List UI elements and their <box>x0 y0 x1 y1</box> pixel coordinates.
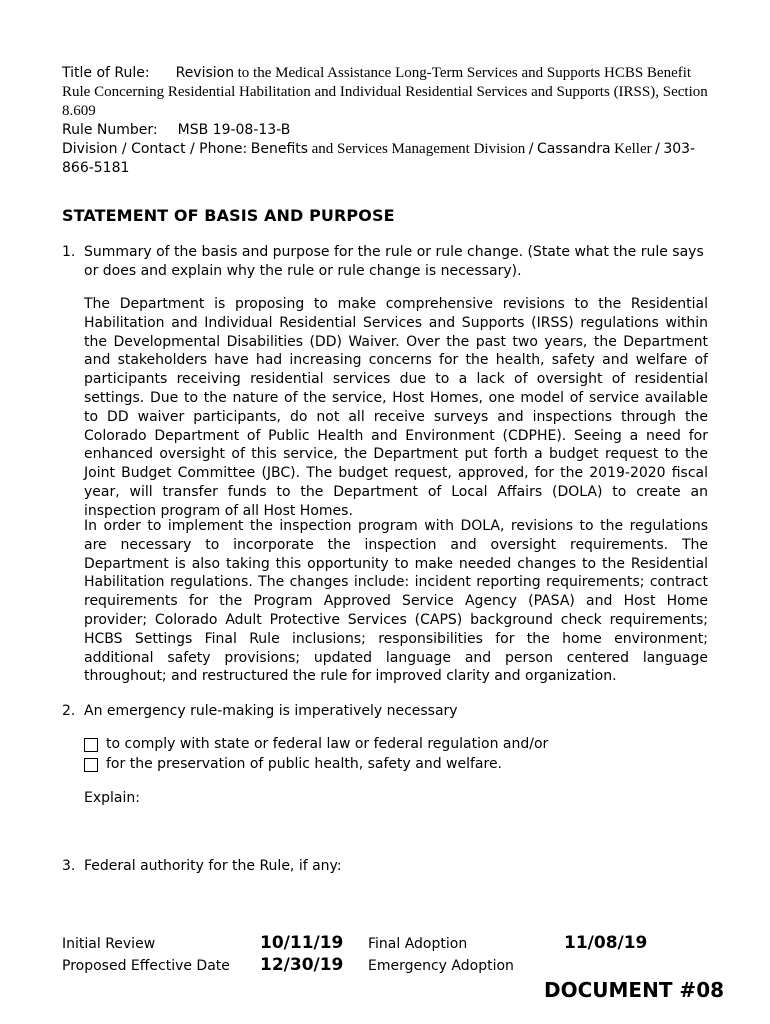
checkbox[interactable] <box>84 758 98 772</box>
item-1 <box>62 243 712 281</box>
document-number: DOCUMENT #08 <box>544 978 725 1002</box>
proposed-effective-date: 12/30/19 <box>260 955 344 975</box>
section-heading: STATEMENT OF BASIS AND PURPOSE <box>62 206 395 225</box>
division-first-word: Benefits <box>250 141 309 157</box>
checkbox-row <box>84 735 548 754</box>
final-adoption-label: Final Adoption <box>368 936 468 952</box>
separator: / <box>528 141 534 157</box>
item-number: 3. <box>62 858 76 874</box>
title-first-word: Revision <box>175 65 235 81</box>
checkbox-label: to comply with state or federal law or federal regulation and/or <box>106 736 549 752</box>
checkbox-label: for the preservation of public health, safety and welfare. <box>106 756 503 772</box>
rule-number-line <box>62 121 712 140</box>
title-of-rule-label: Title of Rule: <box>62 65 150 81</box>
contact-phone: 303-866-5181 <box>62 141 696 176</box>
item-text: Summary of the basis and purpose for the rule or rule change. (State what the rule says or does and explain why the rule or rule change is necessary). <box>84 244 704 279</box>
item-text: An emergency rule-making is imperatively necessary <box>84 703 458 719</box>
rule-header <box>62 64 712 178</box>
initial-review-date: 10/11/19 <box>260 933 344 953</box>
item-number: 2. <box>62 703 76 719</box>
item-number: 1. <box>62 244 76 260</box>
initial-review-label: Initial Review <box>62 936 156 952</box>
proposed-effective-label: Proposed Effective Date <box>62 958 230 974</box>
explain-label: Explain: <box>84 790 140 806</box>
emergency-adoption-label: Emergency Adoption <box>368 958 514 974</box>
title-of-rule-text: to the Medical Assistance Long-Term Services and Supports HCBS Benefit Rule Concerning Residential Habilitation and Individual Residential Services and Supports (IRSS), Section 8.609 <box>62 65 708 119</box>
item-3 <box>62 857 712 876</box>
rule-number-value: MSB 19-08-13-B <box>177 122 291 138</box>
paragraph: The Department is proposing to make comprehensive revisions to the Residential Habilitation and Individual Residential Services and Supports (IRSS) regulations within the Developmental Disabilities (DD) Waiver. Over the past two years, the Department and stakeholders have had increasing concerns for the health, safety and welfare of participants receiving residential services due to a lack of oversight of residential settings. Due to the nature of the service, Host Homes, one model of service available to DD waiver participants, do not all receive surveys and inspections through the Colorado Department of Public Health and Environment (CDPHE). Seeing a need for enhanced oversight of this service, the Department put forth a budget request to the Joint Budget Committee (JBC). The budget request, approved, for the 2019-2020 fiscal year, will transfer funds to the Department of Local Affairs (DOLA) to create an inspection program of all Host Homes. <box>84 296 708 519</box>
division-contact-line <box>62 140 712 178</box>
title-of-rule-line <box>62 64 712 121</box>
checkbox-row <box>84 755 502 774</box>
division-name: and Services Management Division <box>311 141 526 157</box>
paragraph: In order to implement the inspection program with DOLA, revisions to the regulations are necessary to incorporate the inspection and oversight requirements. The Department is also taking this opportunity to make needed changes to the Residential Habilitation regulations. The changes include: incident reporting requirements; contract requirements for the Program Approved Service Agency (PASA) and Host Home provider; Colorado Adult Protective Services (CAPS) background check requirements; HCBS Settings Final Rule inclusions; responsibilities for the home environment; additional safety provisions; updated language and person centered language throughout; and restructured the rule for improved clarity and organization. <box>84 518 708 685</box>
contact-first-name: Cassandra <box>537 141 611 157</box>
checkbox[interactable] <box>84 738 98 752</box>
contact-last-name: Keller <box>614 141 652 157</box>
rule-number-label: Rule Number: <box>62 122 158 138</box>
separator: / <box>655 141 660 157</box>
item-2 <box>62 702 712 721</box>
item-text: Federal authority for the Rule, if any: <box>84 858 342 874</box>
final-adoption-date: 11/08/19 <box>564 933 648 953</box>
division-label: Division / Contact / Phone: <box>62 141 248 157</box>
